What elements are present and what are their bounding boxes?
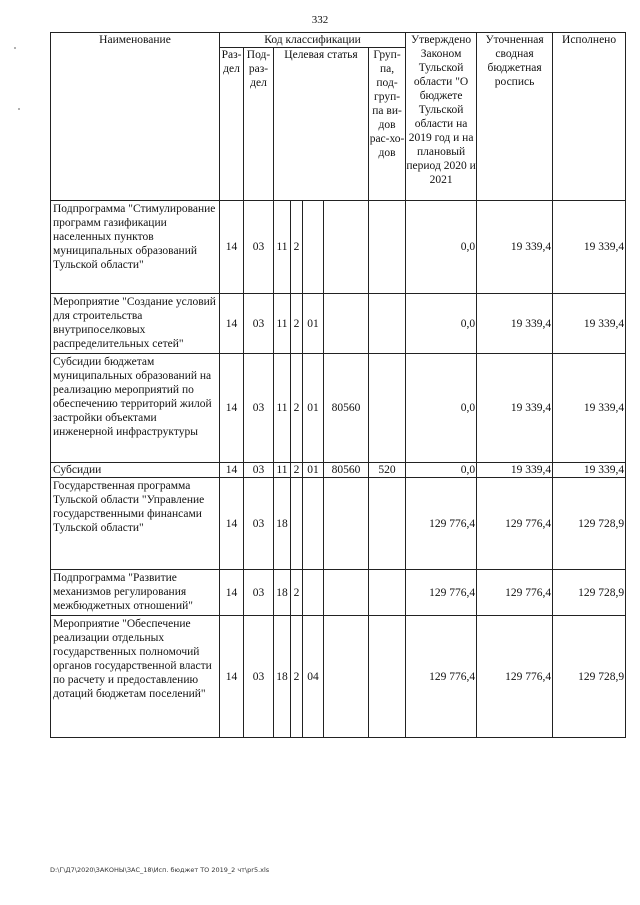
cell-subprogram: 2 xyxy=(291,616,303,738)
cell-executed: 19 339,4 xyxy=(553,294,626,354)
cell-refined: 129 776,4 xyxy=(477,570,553,616)
cell-subprogram: 2 xyxy=(291,201,303,294)
cell-program: 18 xyxy=(274,570,291,616)
cell-subprogram: 2 xyxy=(291,294,303,354)
cell-vid xyxy=(369,294,406,354)
cell-event xyxy=(303,570,324,616)
cell-approved: 0,0 xyxy=(406,294,477,354)
cell-podrazdel: 03 xyxy=(244,354,274,463)
file-path-footer: D:\Г\Д7\2020\ЗАКОНЫ\ЗАС_18\Исп. бюджет ТО 2019_2 чт\pr5.xls xyxy=(50,866,270,874)
table-row xyxy=(51,478,626,570)
cell-executed: 19 339,4 xyxy=(553,354,626,463)
scan-speck xyxy=(18,108,20,110)
cell-podrazdel: 03 xyxy=(244,478,274,570)
table-row xyxy=(51,616,626,738)
cell-razdel: 14 xyxy=(220,354,244,463)
cell-executed: 19 339,4 xyxy=(553,201,626,294)
cell-podrazdel: 03 xyxy=(244,570,274,616)
cell-program: 11 xyxy=(274,354,291,463)
cell-vid xyxy=(369,201,406,294)
cell-vid xyxy=(369,354,406,463)
cell-refined: 19 339,4 xyxy=(477,201,553,294)
cell-approved: 0,0 xyxy=(406,201,477,294)
cell-program: 18 xyxy=(274,616,291,738)
cell-podrazdel: 03 xyxy=(244,294,274,354)
cell-vid xyxy=(369,616,406,738)
header-executed: Исполнено xyxy=(553,33,626,201)
cell-podrazdel: 03 xyxy=(244,201,274,294)
cell-direction xyxy=(324,616,369,738)
cell-refined: 129 776,4 xyxy=(477,616,553,738)
header-name: Наименование xyxy=(51,33,220,201)
cell-vid xyxy=(369,570,406,616)
cell-razdel: 14 xyxy=(220,570,244,616)
cell-executed: 129 728,9 xyxy=(553,570,626,616)
cell-event: 01 xyxy=(303,463,324,478)
cell-vid xyxy=(369,478,406,570)
budget-table xyxy=(50,32,626,738)
cell-direction xyxy=(324,570,369,616)
table-row xyxy=(51,294,626,354)
cell-refined: 129 776,4 xyxy=(477,478,553,570)
cell-razdel: 14 xyxy=(220,463,244,478)
cell-subprogram: 2 xyxy=(291,354,303,463)
cell-refined: 19 339,4 xyxy=(477,294,553,354)
header-refined: Уточненная сводная бюджетная роспись xyxy=(477,33,553,201)
cell-approved: 129 776,4 xyxy=(406,570,477,616)
cell-program: 11 xyxy=(274,201,291,294)
cell-refined: 19 339,4 xyxy=(477,354,553,463)
cell-vid: 520 xyxy=(369,463,406,478)
cell-executed: 19 339,4 xyxy=(553,463,626,478)
cell-program: 18 xyxy=(274,478,291,570)
cell-refined: 19 339,4 xyxy=(477,463,553,478)
cell-executed: 129 728,9 xyxy=(553,616,626,738)
cell-event xyxy=(303,201,324,294)
header-target: Целевая статья xyxy=(274,48,369,201)
cell-subprogram xyxy=(291,478,303,570)
table-row xyxy=(51,354,626,463)
scan-speck xyxy=(14,47,16,49)
cell-podrazdel: 03 xyxy=(244,616,274,738)
cell-approved: 129 776,4 xyxy=(406,478,477,570)
header-vid: Груп-па, под-груп-па ви-дов рас-хо-дов xyxy=(369,48,406,201)
cell-direction: 80560 xyxy=(324,354,369,463)
cell-program: 11 xyxy=(274,463,291,478)
cell-program: 11 xyxy=(274,294,291,354)
cell-subprogram: 2 xyxy=(291,570,303,616)
cell-direction: 80560 xyxy=(324,463,369,478)
cell-razdel: 14 xyxy=(220,294,244,354)
cell-approved: 0,0 xyxy=(406,354,477,463)
cell-executed: 129 728,9 xyxy=(553,478,626,570)
cell-name: Мероприятие "Обеспечение реализации отдельных государственных полномочий органов государственной власти по расчету и предоставлению дотаций бюджетам поселений" xyxy=(51,616,220,738)
cell-event: 04 xyxy=(303,616,324,738)
cell-name: Субсидии бюджетам муниципальных образований на реализацию мероприятий по обеспечению территорий жилой застройки объектами инженерной инфраструктуры xyxy=(51,354,220,463)
table-row xyxy=(51,570,626,616)
cell-direction xyxy=(324,478,369,570)
cell-direction xyxy=(324,201,369,294)
cell-name: Субсидии xyxy=(51,463,220,478)
cell-subprogram: 2 xyxy=(291,463,303,478)
cell-podrazdel: 03 xyxy=(244,463,274,478)
cell-approved: 129 776,4 xyxy=(406,616,477,738)
cell-approved: 0,0 xyxy=(406,463,477,478)
table-row xyxy=(51,463,626,478)
page-number: 332 xyxy=(311,14,329,26)
cell-name: Мероприятие "Создание условий для строительства внутрипоселковых распределительных сетей" xyxy=(51,294,220,354)
cell-name: Подпрограмма "Развитие механизмов регулирования межбюджетных отношений" xyxy=(51,570,220,616)
cell-razdel: 14 xyxy=(220,616,244,738)
cell-razdel: 14 xyxy=(220,201,244,294)
table-row xyxy=(51,201,626,294)
header-podrazdel: Под-раз-дел xyxy=(244,48,274,201)
cell-name: Подпрограмма "Стимулирование программ газификации населенных пунктов муниципальных образований Тульской области" xyxy=(51,201,220,294)
cell-direction xyxy=(324,294,369,354)
cell-event: 01 xyxy=(303,294,324,354)
cell-razdel: 14 xyxy=(220,478,244,570)
cell-event xyxy=(303,478,324,570)
header-code-group: Код классификации xyxy=(220,33,406,48)
header-approved: Утверждено Законом Тульской области "О бюджете Тульской области на 2019 год и на плановый период 2020 и 2021 xyxy=(406,33,477,201)
cell-name: Государственная программа Тульской области "Управление государственными финансами Тульской области" xyxy=(51,478,220,570)
header-razdel: Раз-дел xyxy=(220,48,244,201)
cell-event: 01 xyxy=(303,354,324,463)
